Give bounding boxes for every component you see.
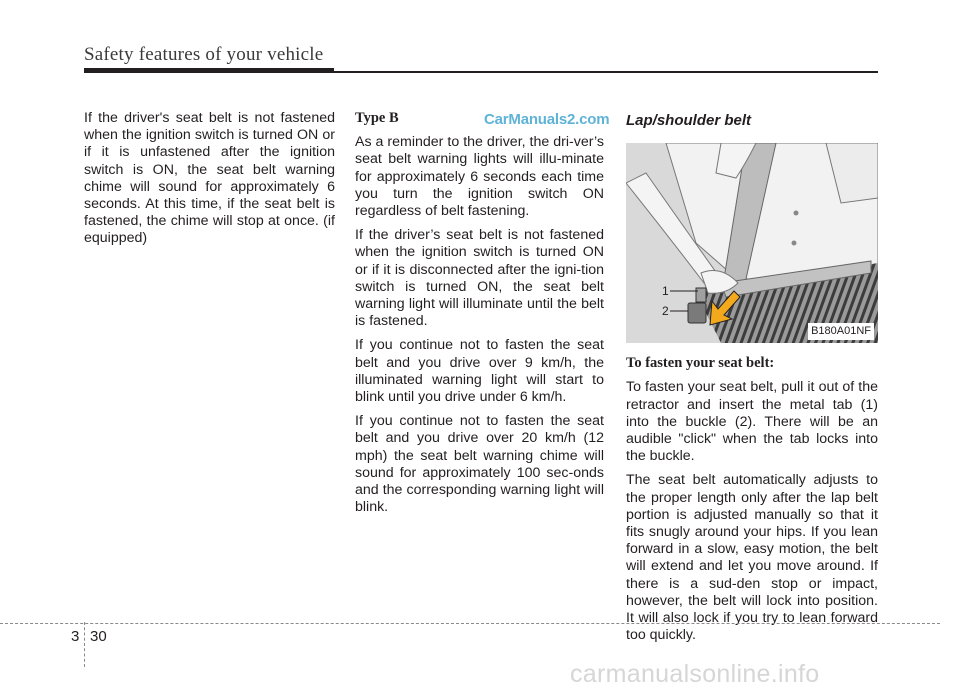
carmanuals-watermark: CarManuals2.com	[484, 111, 610, 128]
figure-label-2: 2	[662, 304, 669, 319]
site-watermark: carmanualsonline.info	[570, 660, 820, 688]
footer-dashed-rule	[0, 623, 940, 624]
type-b-heading: Type B	[355, 110, 399, 126]
footer-vertical-rule	[84, 622, 85, 667]
chapter-number: 3	[71, 628, 80, 645]
column-1	[84, 110, 335, 255]
seat-belt-drawing	[626, 143, 878, 343]
col1-paragraph-1: If the driver's seat belt is not fastened when the ignition switch is turned ON or if it is unfastened after the ignition switch is ON, the seat belt warning chime will sound for approximately 6 seconds. At this time, if the seat belt is fastened, the chime will stop at once. (if equipped)	[84, 110, 335, 247]
figure-code: B180A01NF	[808, 323, 874, 340]
seat-belt-illustration	[626, 143, 878, 343]
col3-paragraph-2: The seat belt automatically adjusts to the proper length only after the lap belt portion is adjusted manually so that it fits snugly around your hips. If you lean forward in a slow, easy motion, the belt will extend and let you move around. If there is a sud-den stop or impact, however, the belt will lock into position. It will also lock if you try to lean forward too quickly.	[626, 472, 878, 644]
column-2	[355, 110, 604, 523]
header-rule-thick	[84, 68, 334, 73]
lap-shoulder-belt-heading: Lap/shoulder belt	[626, 112, 752, 129]
page-header-title: Safety features of your vehicle	[84, 44, 324, 65]
col2-paragraph-4: If you continue not to fasten the seat belt and you drive over 20 km/h (12 mph) the seat belt warning chime will sound for approximately 100 sec-onds and the corresponding warning light will blink.	[355, 413, 604, 516]
col2-paragraph-1: As a reminder to the driver, the dri-ver’s seat belt warning lights will illu-minate for approximately 6 seconds each time you turn the ignition switch ON regardless of belt fastening.	[355, 134, 604, 220]
fasten-belt-subheading: To fasten your seat belt:	[626, 355, 775, 372]
col2-paragraph-3: If you continue not to fasten the seat belt and you drive over 9 km/h, the illuminated warning light will start to blink until you drive under 6 km/h.	[355, 337, 604, 406]
figure-label-1: 1	[662, 284, 669, 299]
page-number: 30	[90, 628, 107, 645]
header-rule-thin	[334, 71, 878, 73]
column-3	[626, 110, 878, 651]
col2-paragraph-2: If the driver’s seat belt is not fastened when the ignition switch is turned ON or if it is disconnected after the igni-tion switch is turned ON, the seat belt warning light will illuminate until the belt is fastened.	[355, 227, 604, 330]
col3-paragraph-1: To fasten your seat belt, pull it out of the retractor and insert the metal tab (1) into the buckle (2). There will be an audible "click" when the tab locks into the buckle.	[626, 379, 878, 465]
